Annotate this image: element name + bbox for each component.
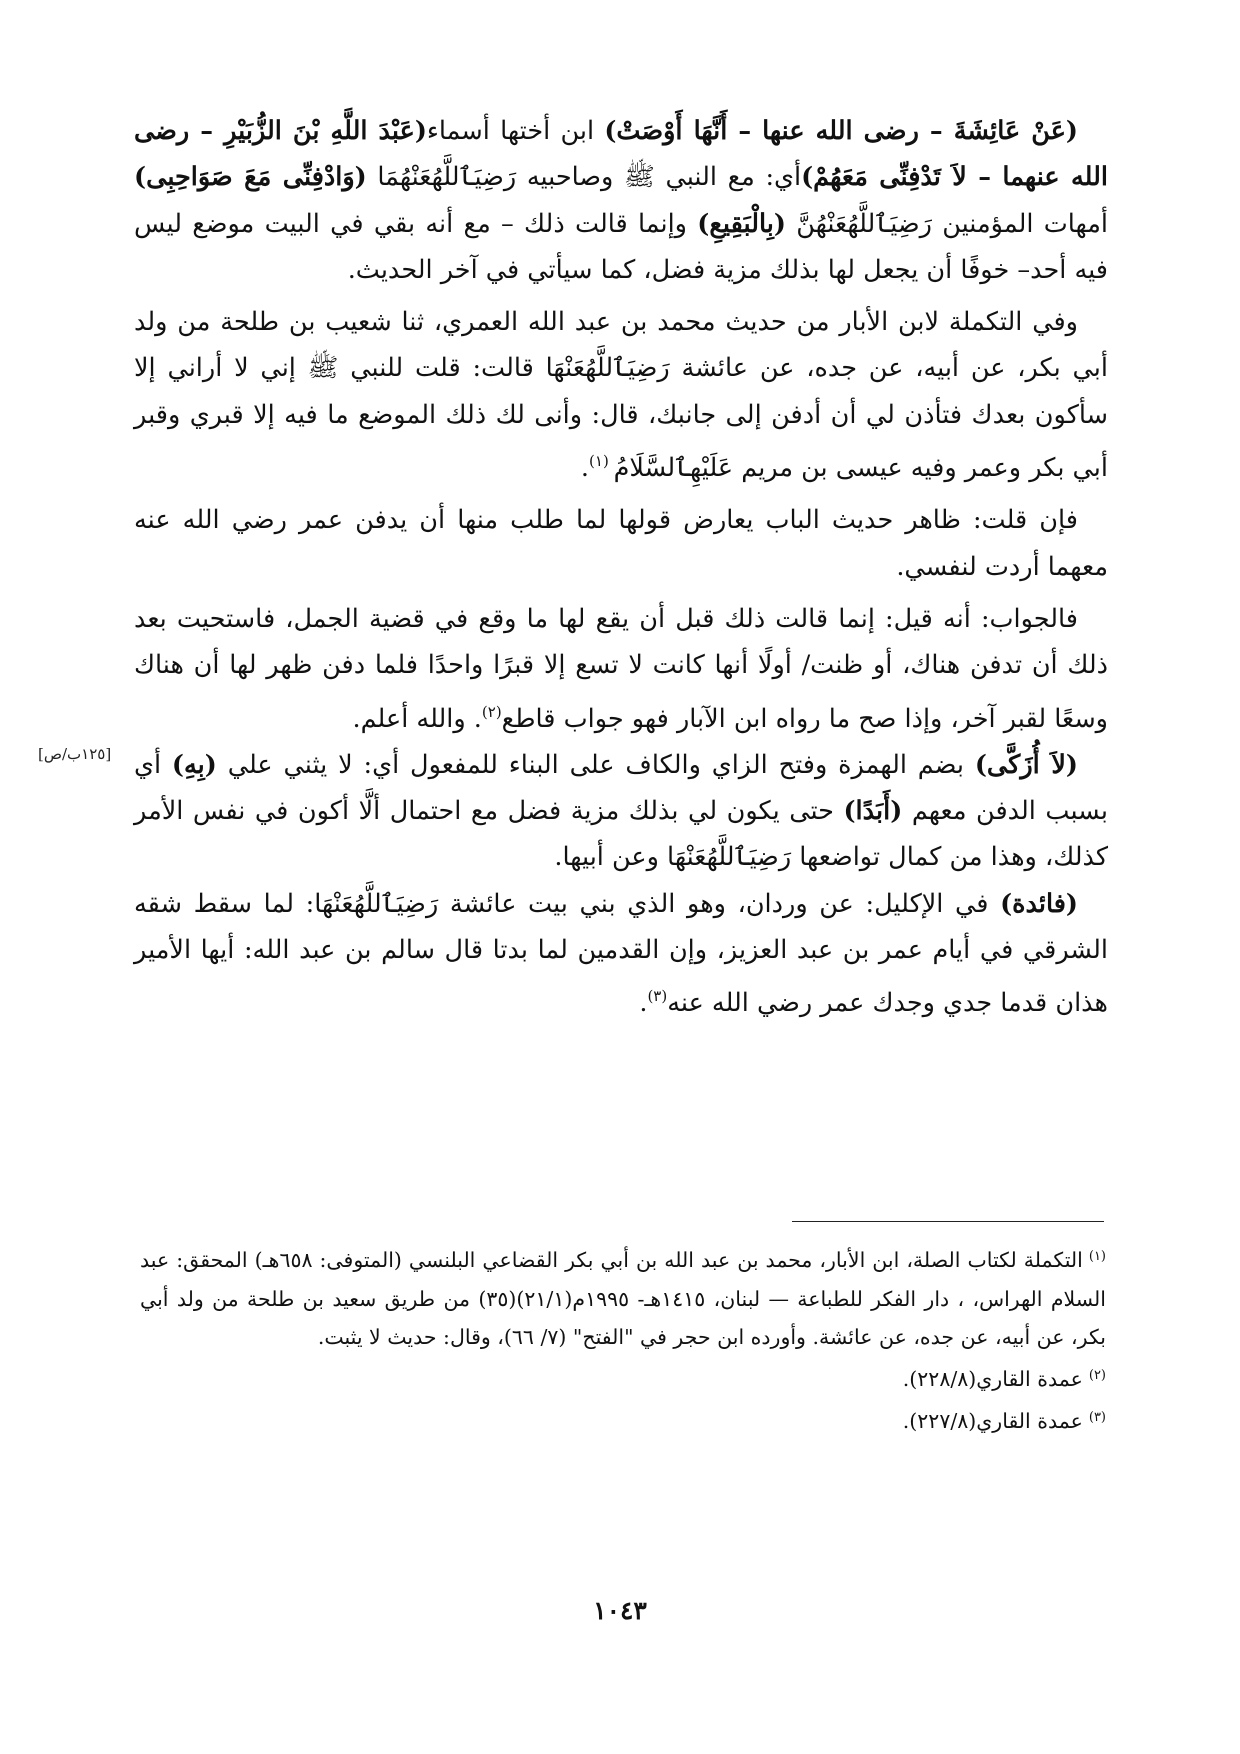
paragraph-4: فالجواب: أنه قيل: إنما قالت ذلك قبل أن يقع لها ما وقع في قضية الجمل، فاستحيت بعد ذلك أن تدفن هناك، أو ظنت/ أولًا أنها كانت لا تسع إلا قبرًا واحدًا فلما دفن ظهر لها أن هناك وسعًا لقبر آخر، وإذا صح ما رواه ابن الآبار فهو جواب قاطع$^{(٢)}$. والله أعلم.: [134, 603, 1108, 734]
hadith-phrase: (وَادْفِنِّى مَعَ صَوَاحِبِى): [134, 162, 367, 193]
footnote-ref: (٣): [647, 987, 668, 1006]
paragraph-1: (عَنْ عَائِشَةَ – رضى الله عنها – أَنَّهَا أَوْصَتْ) ابن أختها أسماء(عَبْدَ اللَّهِ بْنَ الزُّبَيْرِ – رضى الله عنهما – لاَ تَدْفِنِّى مَعَهُمْ)أي: مع النبي ﷺ وصاحبيه رَضِيَٱللَّهُعَنْهُمَا (وَادْفِنِّى مَعَ صَوَاحِبِى) أمهات المؤمنين رَضِيَٱللَّهُعَنْهُنَّ (بِالْبَقِيعِ) وإنما قالت ذلك – مع أنه بقي في البيت موضع ليس فيه أحد– خوفًا أن يجعل لها بذلك مزية فضل، كما سيأتي في آخر الحديث.: [134, 116, 1108, 285]
footnote-separator: [792, 1221, 1104, 1222]
paragraph-2: وفي التكملة لابن الأبار من حديث محمد بن عبد الله العمري، ثنا شعيب بن طلحة من ولد أبي بكر، عن أبيه، عن جده، عن عائشة رَضِيَٱللَّهُعَنْهَا قالت: قلت للنبي ﷺ إني لا أراني إلا سأكون بعدك فتأذن لي أن أدفن إلى جانبك، قال: وأنى لك ذلك الموضع ما فيه إلا قبري وقبر أبي بكر وعمر وفيه عيسى بن مريم عَلَيْهِٱلسَّلَامُ $^{(١)}$.: [134, 307, 1108, 484]
paragraph-5: (لاَ أُزَكَّى) بضم الهمزة وفتح الزاي والكاف على البناء للمفعول أي: لا يثني علي (بِهِ) أي بسبب الدفن معهم (أَبَدًا) حتى يكون لي بذلك مزية فضل مع احتمال ألَّا أكون في نفس الأمر كذلك، وهذا من كمال تواضعها رَضِيَٱللَّهُعَنْهَا وعن أبيها.: [134, 749, 1108, 873]
footnote-2: $^{(٢)}$عمدة القاري(٢٢٨/٨).: [902, 1367, 1106, 1392]
footnote-number: (٣): [1088, 1409, 1106, 1425]
footnote-1: $^{(١)}$التكملة لكتاب الصلة، ابن الأبار، محمد بن عبد الله بن أبي بكر القضاعي البلنسي (المتوفى: ٦٥٨هـ) المحقق: عبد السلام الهراس، ، دار الفكر للطباعة — لبنان، ١٤١٥هـ- ١٩٩٥م(٢١/١)(٣٥) من طريق سعيد بن طلحة من ولد أبي بكر، عن أبيه، عن جده، عن عائشة. وأورده ابن حجر في "الفتح" (٧/ ٦٦)، وقال: حديث لا يثبت.: [140, 1248, 1106, 1350]
hadith-phrase: (أَبَدًا): [843, 796, 903, 827]
hadith-phrase: (عَنْ عَائِشَةَ – رضى الله عنها – أَنَّهَا أَوْصَتْ): [604, 116, 1078, 146]
hadith-phrase: (لاَ أُزَكَّى): [974, 749, 1078, 780]
footnote-ref: (٢): [481, 702, 502, 721]
page-number: ١٠٤٣: [593, 1596, 647, 1625]
footnote-number: (١): [1088, 1249, 1106, 1264]
footnote-ref: (١): [589, 452, 614, 471]
manuscript-folio-marker: [١٢٥ب/ص]: [38, 745, 112, 763]
paragraph-3: فإن قلت: ظاهر حديث الباب يعارض قولها لما طلب منها أن يدفن عمر رضي الله عنه معهما أردت لنفسي.: [134, 505, 1108, 582]
footnotes: [140, 1238, 1106, 1441]
paragraph-6: (فائدة) في الإكليل: عن وردان، وهو الذي بني بيت عائشة رَضِيَٱللَّهُعَنْهَا: لما سقط شقه الشرقي في أيام عمر بن عبد العزيز، وإن القدمين لما بدتا قال سالم بن عبد الله: أيها الأمير هذان قدما جدي وجدك عمر رضي الله عنه$^{(٣)}$.: [134, 888, 1108, 1019]
main-text: [134, 108, 1108, 1027]
hadith-phrase: (بِهِ): [171, 749, 217, 780]
hadith-phrase: (بِالْبَقِيعِ): [697, 208, 786, 239]
hadith-phrase: (عَبْدَ اللَّهِ بْنَ الزُّبَيْرِ – رضى الله عنهما – لاَ تَدْفِنِّى مَعَهُمْ): [134, 116, 1108, 193]
footnote-number: (٢): [1088, 1368, 1106, 1384]
benefit-label: (فائدة): [1000, 888, 1078, 919]
footnote-3: $^{(٣)}$عمدة القاري(٢٢٧/٨).: [902, 1408, 1106, 1433]
